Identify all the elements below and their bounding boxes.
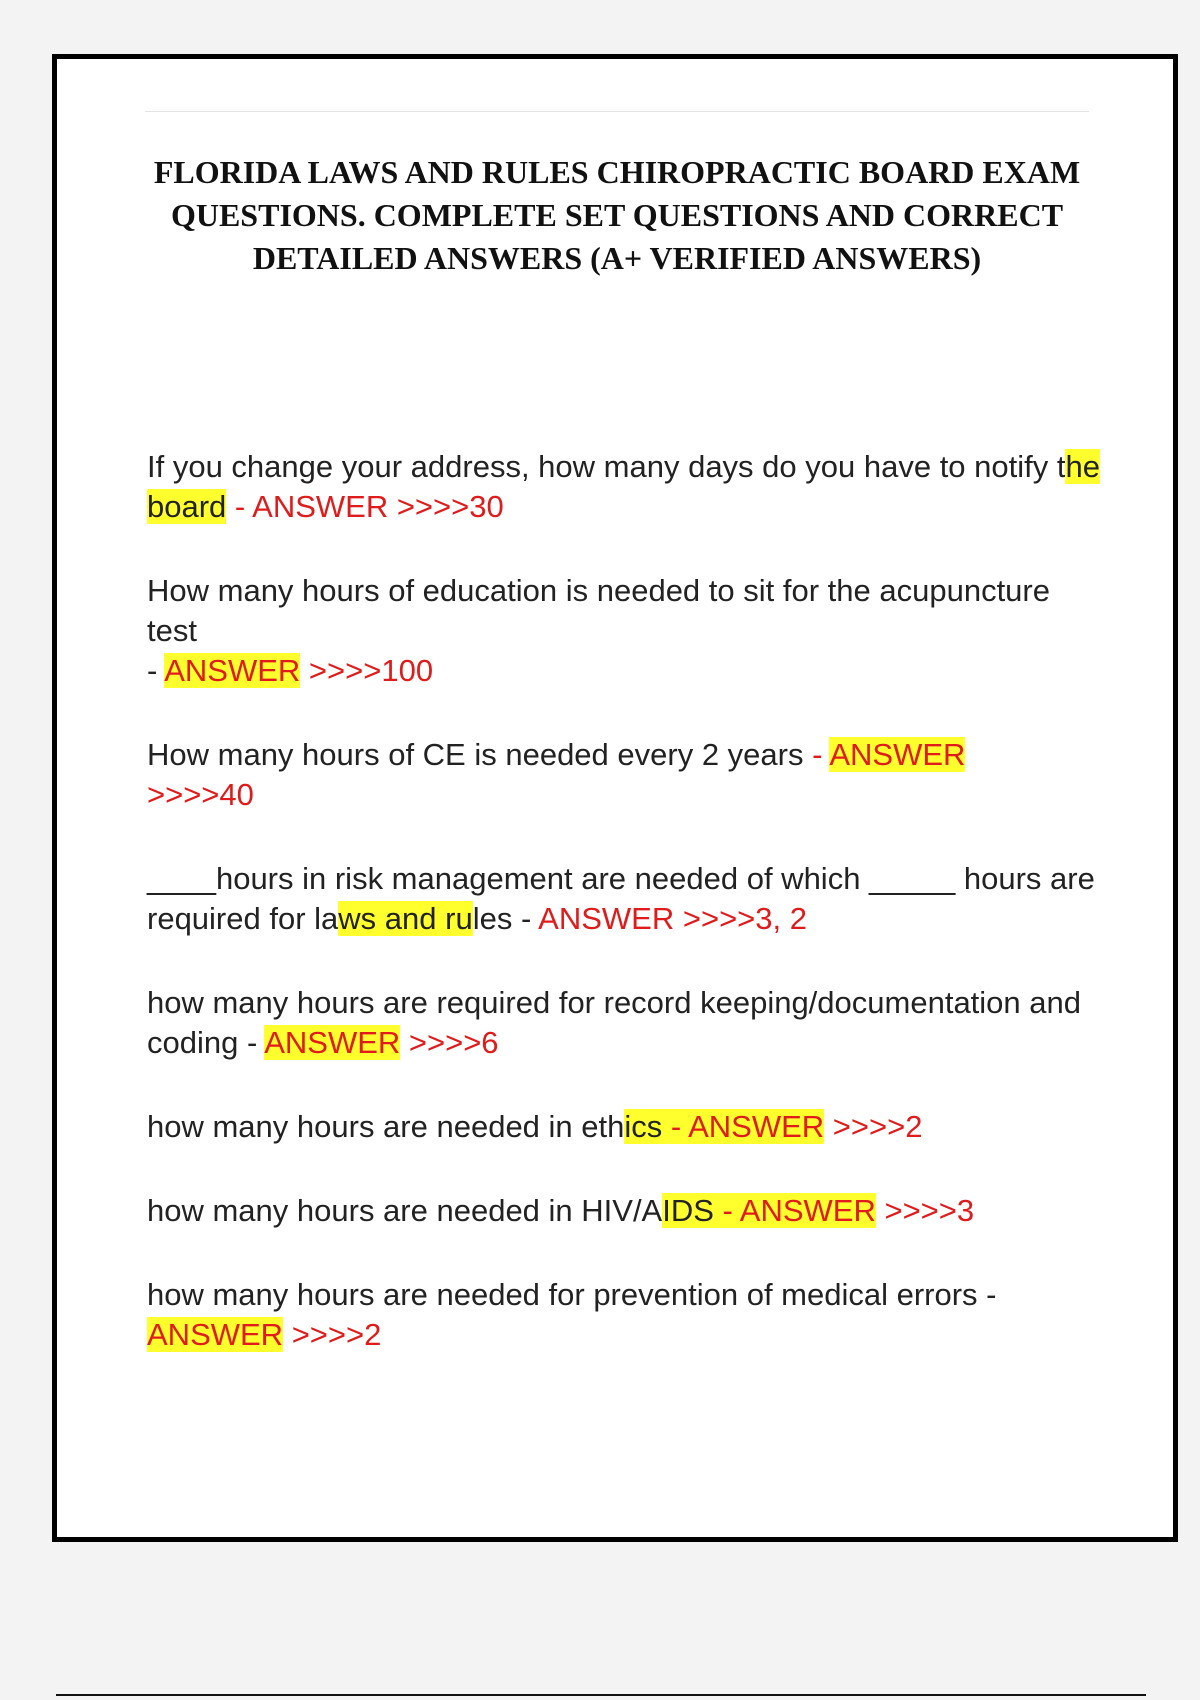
answer-label: ANSWER [164,653,301,688]
answer-value: >>>>2 [283,1317,382,1352]
answer-label: ANSWER [264,1025,401,1060]
answer-label: ANSWER [252,489,389,524]
question-text-tail: les [472,901,513,936]
qa-item [147,571,1107,691]
highlighted-text: he board [147,449,1100,524]
question-text: how many hours are needed in eth [147,1109,625,1144]
answer-label: ANSWER [688,1109,825,1144]
answer-value: >>>>30 [388,489,504,524]
answer-separator: - [803,737,830,772]
answer-separator: - [512,901,539,936]
qa-item [147,1191,1107,1231]
question-text: If you change your address, how many days do you have to notify t [147,449,1066,484]
answer-label: ANSWER [538,901,675,936]
answer-separator: - [977,1277,997,1312]
qa-item [147,447,1107,527]
answer-value: >>>>6 [400,1025,499,1060]
qa-item [147,859,1107,939]
header-rule [145,111,1089,112]
answer-value: >>>>3, 2 [674,901,807,936]
qa-item [147,1107,1107,1147]
question-text: how many hours are needed for prevention of medical errors [147,1277,978,1312]
qa-item [147,1275,1107,1355]
question-text: How many hours of CE is needed every 2 years [147,737,804,772]
answer-value: >>>>100 [300,653,434,688]
answer-label: ANSWER [829,737,966,772]
answer-value: >>>>2 [824,1109,923,1144]
answer-label: ANSWER [739,1193,876,1228]
answer-separator: - [238,1025,265,1060]
highlighted-text: ics [624,1109,663,1144]
question-text: ____hours in risk management are needed of which _____ hours are required for la [147,861,1095,936]
answer-separator: - [226,489,253,524]
question-text: How many hours of education is needed to sit for the acupuncture test [147,573,1050,648]
question-text: how many hours are required for record keeping/documentation and coding [147,985,1081,1060]
document-title: FLORIDA LAWS AND RULES CHIROPRACTIC BOARD EXAM QUESTIONS. COMPLETE SET QUESTIONS AND CORRECT DETAILED ANSWERS (A+ VERIFIED ANSWERS) [153,154,1081,276]
question-text: how many hours are needed in HIV/A [147,1193,663,1228]
qa-item [147,983,1107,1063]
answer-value: >>>>3 [875,1193,975,1228]
qa-item [147,735,1107,815]
answer-separator: - [713,1193,740,1228]
qa-list [147,447,1107,1399]
answer-separator: - [662,1109,689,1144]
answer-label: ANSWER [147,1317,284,1352]
document-page [52,54,1178,1542]
answer-value: >>>>40 [147,777,254,812]
highlighted-text: ws and ru [338,901,473,936]
answer-separator: - [147,653,165,688]
next-page-edge [56,1694,1146,1696]
highlighted-text: IDS [662,1193,714,1228]
